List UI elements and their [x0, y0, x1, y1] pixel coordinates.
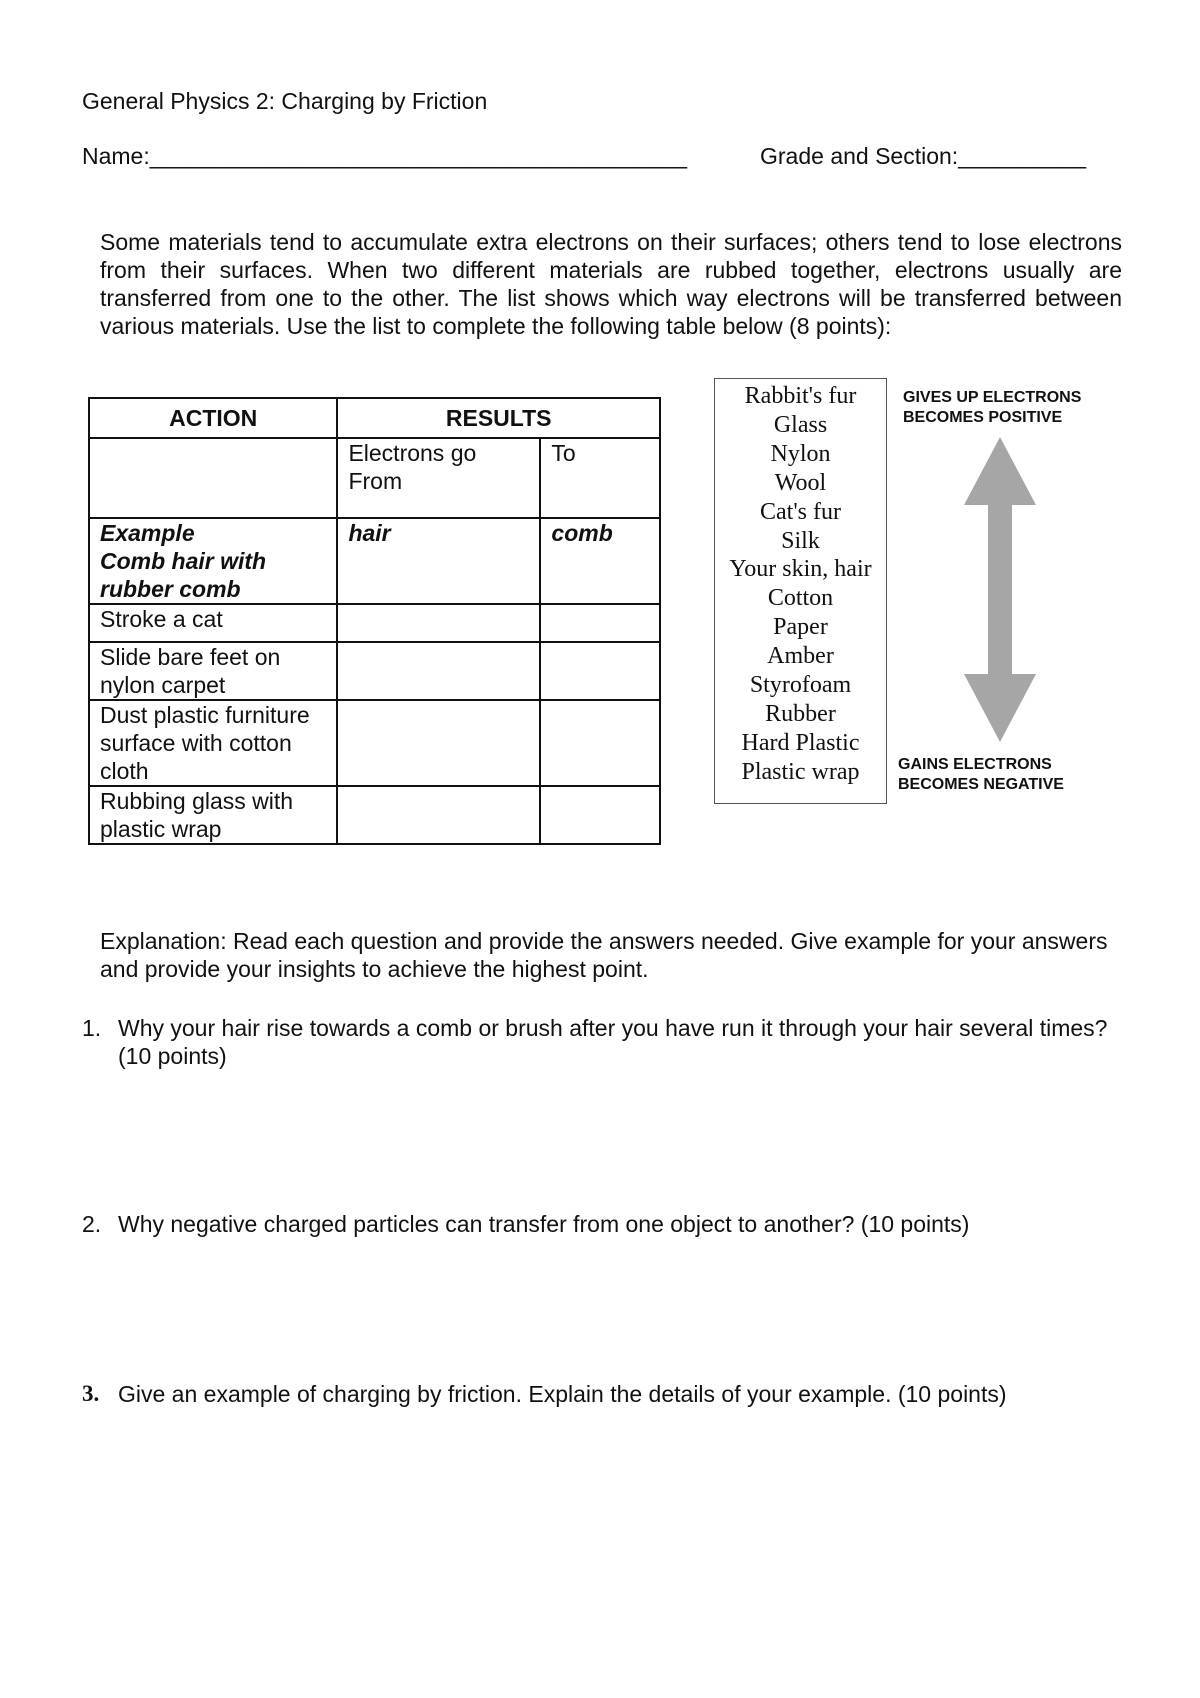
table-row-action: Slide bare feet on nylon carpet [89, 642, 337, 700]
example-from: hair [337, 518, 540, 604]
table-row-action: Rubbing glass with plastic wrap [89, 786, 337, 844]
table-row-action: Stroke a cat [89, 604, 337, 642]
answer-to-cell[interactable] [540, 604, 660, 642]
double-arrow-icon [960, 437, 1040, 742]
question-text: Why negative charged particles can transfer from one object to another? (10 points) [118, 1211, 970, 1237]
grade-section-field[interactable]: Grade and Section:__________ [760, 143, 1087, 169]
question-text: Why your hair rise towards a comb or brush after you have run it through your hair several times? (10 points) [118, 1015, 1108, 1069]
triboelectric-series-list [714, 378, 887, 804]
answer-to-cell[interactable] [540, 786, 660, 844]
series-item: Cotton [767, 585, 834, 612]
question-text: Give an example of charging by friction. Explain the details of your example. (10 points) [118, 1381, 1007, 1407]
subheader-from: Electrons go From [337, 438, 540, 518]
intro-paragraph: Some materials tend to accumulate extra electrons on their surfaces; others tend to lose electrons from their surfaces. When two different materials are rubbed together, electrons usually are transferred from one to the other. The list shows which way electrons will be transferred between various materials. Use the list to complete the following table below (8 points): [100, 229, 1122, 339]
table-cell-empty [89, 438, 337, 518]
series-item: Paper [773, 614, 828, 641]
question-number: 3. [82, 1381, 100, 1406]
series-item: Rabbit's fur [744, 383, 857, 409]
example-label: Example [100, 520, 195, 546]
negative-label: GAINS ELECTRONS BECOMES NEGATIVE [898, 756, 1064, 793]
worksheet-title: General Physics 2: Charging by Friction [82, 88, 488, 114]
series-item: Amber [767, 643, 834, 670]
answer-from-cell[interactable] [337, 786, 540, 844]
example-action [89, 518, 337, 604]
series-item: Nylon [770, 440, 831, 467]
series-item: Hard Plastic [741, 729, 860, 756]
example-to: comb [540, 518, 660, 604]
answer-to-cell[interactable] [540, 642, 660, 700]
name-field[interactable]: Name:__________________________________________ [82, 143, 687, 169]
series-item: Styrofoam [749, 672, 852, 699]
subheader-to: To [540, 438, 660, 518]
table-row-action: Dust plastic furniture surface with cotton cloth [89, 700, 337, 786]
series-item: Your skin, hair [729, 556, 872, 583]
results-table [88, 397, 661, 845]
series-item: Plastic wrap [741, 758, 860, 785]
series-item: Wool [774, 469, 827, 496]
answer-from-cell[interactable] [337, 700, 540, 786]
answer-from-cell[interactable] [337, 642, 540, 700]
answer-from-cell[interactable] [337, 604, 540, 642]
question-number: 2. [82, 1211, 102, 1237]
example-description: Comb hair with rubber comb [100, 548, 267, 602]
header-action: ACTION [89, 398, 337, 438]
positive-label: GIVES UP ELECTRONS BECOMES POSITIVE [903, 389, 1082, 426]
series-item: Rubber [765, 700, 836, 727]
series-item: Silk [781, 527, 820, 554]
question-number: 1. [82, 1015, 102, 1041]
explanation-text: Explanation: Read each question and provide the answers needed. Give example for your answers and provide your insights to achieve the highest point. [100, 928, 1108, 982]
header-results: RESULTS [337, 398, 660, 438]
series-item: Glass [773, 411, 828, 438]
answer-to-cell[interactable] [540, 700, 660, 786]
series-item: Cat's fur [760, 498, 841, 525]
